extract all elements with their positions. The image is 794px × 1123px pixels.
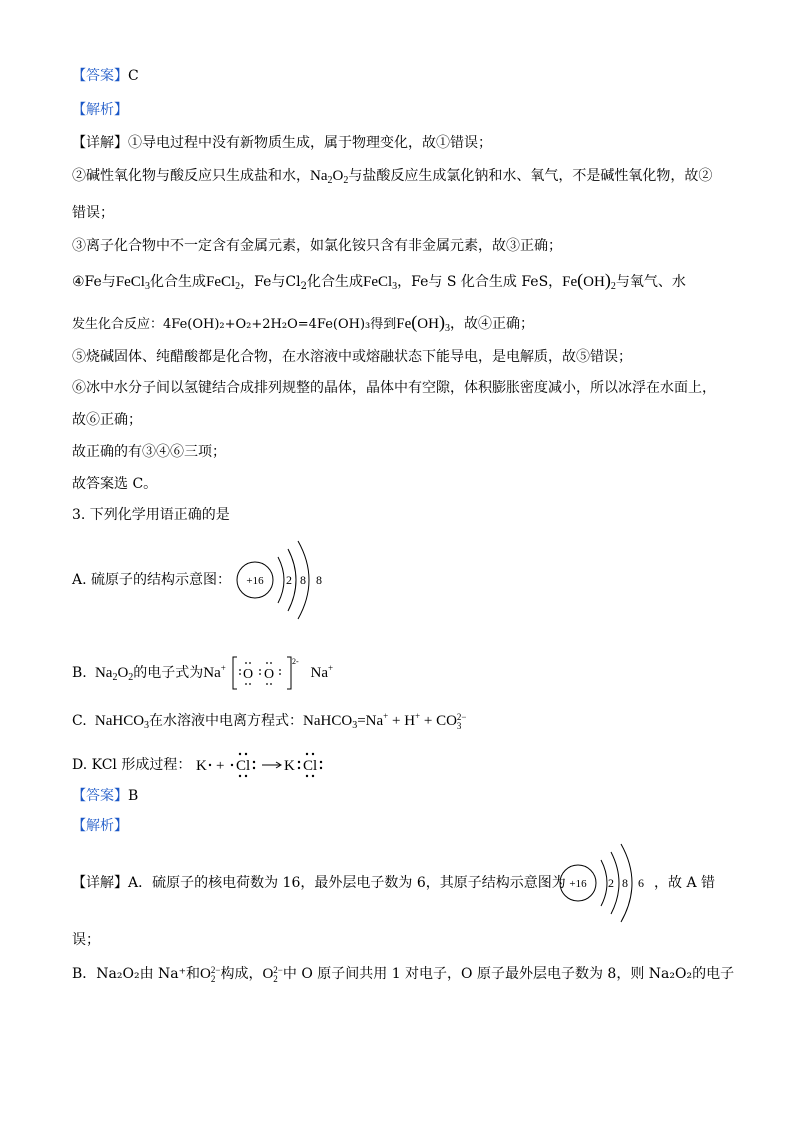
formula-feoh2: $Fe(OH)_2$ — [562, 270, 616, 292]
detail-line-5 — [72, 270, 732, 297]
shell-count-1: 2 — [608, 876, 614, 890]
option-d-text: D. KCl 形成过程： — [72, 757, 192, 773]
shell-arc-1 — [601, 860, 607, 906]
formula-feoh3: $Fe(OH)_3$ — [396, 312, 450, 334]
chlorine-symbol: Cl — [302, 758, 317, 774]
detail-text: ，故④正确； — [449, 316, 534, 332]
formula-o2-2minus: O 2− 2 — [200, 964, 221, 984]
detail-tag: 【详解】 — [72, 875, 128, 891]
detail-text: B．Na₂O₂由 Na⁺和 — [72, 966, 201, 982]
nucleus-charge: +16 — [569, 878, 587, 890]
answer-tag: 【答案】 — [72, 68, 128, 84]
detail3-line-3 — [72, 964, 735, 984]
analysis-line — [72, 816, 732, 836]
detail-line-6 — [72, 312, 732, 339]
detail-text: ①导电过程中没有新物质生成，属于物理变化，故①错误； — [128, 135, 492, 151]
chlorine-symbol: Cl — [235, 758, 250, 774]
detail-text: ②碱性氧化物与酸反应只生成盐和水， — [72, 168, 310, 184]
formula-fecl2: FeCl$_2$ — [205, 274, 241, 292]
answer-value: B — [128, 788, 139, 804]
shell-arc-1 — [278, 557, 284, 603]
detail-line-9 — [72, 410, 732, 430]
option-c-text: 在水溶液中电离方程式： — [149, 713, 304, 729]
answer-line — [72, 66, 732, 86]
oxygen-symbol-1: O — [243, 667, 254, 682]
formula-fecl3: FeCl$_3$ — [115, 274, 150, 292]
detail-line-4 — [72, 236, 732, 256]
answer-value: C — [128, 68, 139, 84]
detail-line-1 — [72, 133, 732, 153]
detail-text: 故正确的有③④⑥三项； — [72, 444, 226, 460]
shell-count-3: 6 — [638, 876, 644, 890]
detail-text: ，故 A 错 — [654, 875, 716, 891]
nucleus-charge: +16 — [246, 575, 264, 587]
detail-text: ⑥冰中水分子间以氢键结合成排列规整的晶体，晶体中有空隙，体积膨胀密度减小，所以冰浮在水面上， — [72, 380, 716, 396]
detail-text: A．硫原子的核电荷数为 16，最外层电子数为 6，其原子结构示意图为 — [128, 875, 566, 891]
detail3-line-2 — [72, 930, 732, 950]
sulfur-atom-diagram-answer — [555, 838, 655, 928]
option-c — [72, 706, 732, 736]
formula-na2o2: $Na_2O_2$ — [310, 168, 349, 186]
detail-text: 中 O 原子间共用 1 对电子，O 原子最外层电子数为 8，则 Na₂O₂的电子 — [282, 966, 735, 982]
formula-fecl3: FeCl$_3$ — [362, 274, 398, 292]
oxygen-symbol-2: O — [264, 667, 275, 682]
detail-text: 故答案选 C。 — [72, 476, 158, 492]
question-stem — [72, 505, 732, 525]
detail-text: ⑤烧碱固体、纯醋酸都是化合物，在水溶液中或熔融状态下能导电，是电解质，故⑤错误； — [72, 349, 632, 365]
shell-count-1: 2 — [286, 573, 292, 587]
detail-line-8 — [72, 378, 732, 398]
detail-text: 故⑥正确； — [72, 412, 142, 428]
option-b — [72, 655, 732, 691]
kcl-formation-diagram — [196, 750, 336, 780]
peroxide-electron-structure — [232, 655, 302, 691]
potassium-symbol: K — [195, 758, 207, 774]
detail-text: ③离子化合物中不一定含有金属元素，如氯化铵只含有非金属元素，故③正确； — [72, 238, 562, 254]
na-ion: Na+ — [306, 663, 334, 681]
detail-line-11 — [72, 474, 732, 494]
charge-label: 2- — [292, 657, 299, 666]
formula-o2-2minus: O 2− 2 — [262, 964, 283, 984]
option-a-text: A. 硫原子的结构示意图： — [72, 572, 232, 588]
detail-line-3 — [72, 203, 732, 223]
detail-text: ，Fe与 S 化合生成 FeS， — [397, 274, 563, 290]
option-c-label: C. — [72, 713, 87, 729]
detail-text: 与盐酸反应生成氯化钠和水、氧气，不是碱性氧化物，故② — [348, 168, 713, 184]
detail-text: ，Fe与 — [240, 274, 286, 290]
formula-cl2: $Cl_2$ — [285, 274, 307, 292]
shell-count-2: 8 — [300, 573, 306, 587]
answer-tag: 【答案】 — [72, 788, 128, 804]
formula-nahco3: NaHCO$_3$ — [91, 713, 150, 731]
shell-count-2: 8 — [622, 876, 628, 890]
shell-count-3: 8 — [316, 573, 322, 587]
option-b-label: B. — [72, 665, 87, 681]
detail-line-10 — [72, 442, 732, 462]
plus-sign: + — [215, 758, 225, 774]
answer-line — [72, 786, 732, 806]
detail-line-7 — [72, 347, 732, 367]
potassium-symbol: K — [283, 758, 295, 774]
analysis-line — [72, 100, 732, 120]
na-ion: Na+ — [203, 663, 226, 681]
question-text: 3. 下列化学用语正确的是 — [72, 507, 230, 523]
detail-text: 化合生成 — [306, 274, 363, 290]
detail-text: 误； — [72, 932, 100, 948]
detail-tag: 【详解】 — [72, 135, 128, 151]
detail-text: 发生化合反应：4Fe(OH)₂+O₂+2H₂O=4Fe(OH)₃得到 — [72, 317, 397, 332]
option-a — [72, 570, 732, 590]
ionization-equation: NaHCO$_3$=Na+ + H+ + CO 2− 3 — [303, 711, 467, 731]
detail-text: 构成， — [220, 966, 263, 982]
detail-text: ④Fe与 — [72, 274, 116, 290]
detail-text: 错误； — [72, 205, 114, 221]
option-b-text: 的电子式为 — [133, 665, 204, 681]
sulfur-atom-diagram — [230, 535, 340, 625]
detail3-line-1-end — [654, 873, 734, 893]
detail-text: 化合生成 — [149, 274, 206, 290]
formula-na2o2: $Na_2O_2$ — [91, 665, 134, 683]
detail-text: 与氧气、水 — [615, 274, 686, 290]
option-d — [72, 750, 732, 780]
detail-line-2 — [72, 166, 732, 191]
analysis-tag: 【解析】 — [72, 818, 128, 834]
analysis-tag: 【解析】 — [72, 102, 128, 118]
